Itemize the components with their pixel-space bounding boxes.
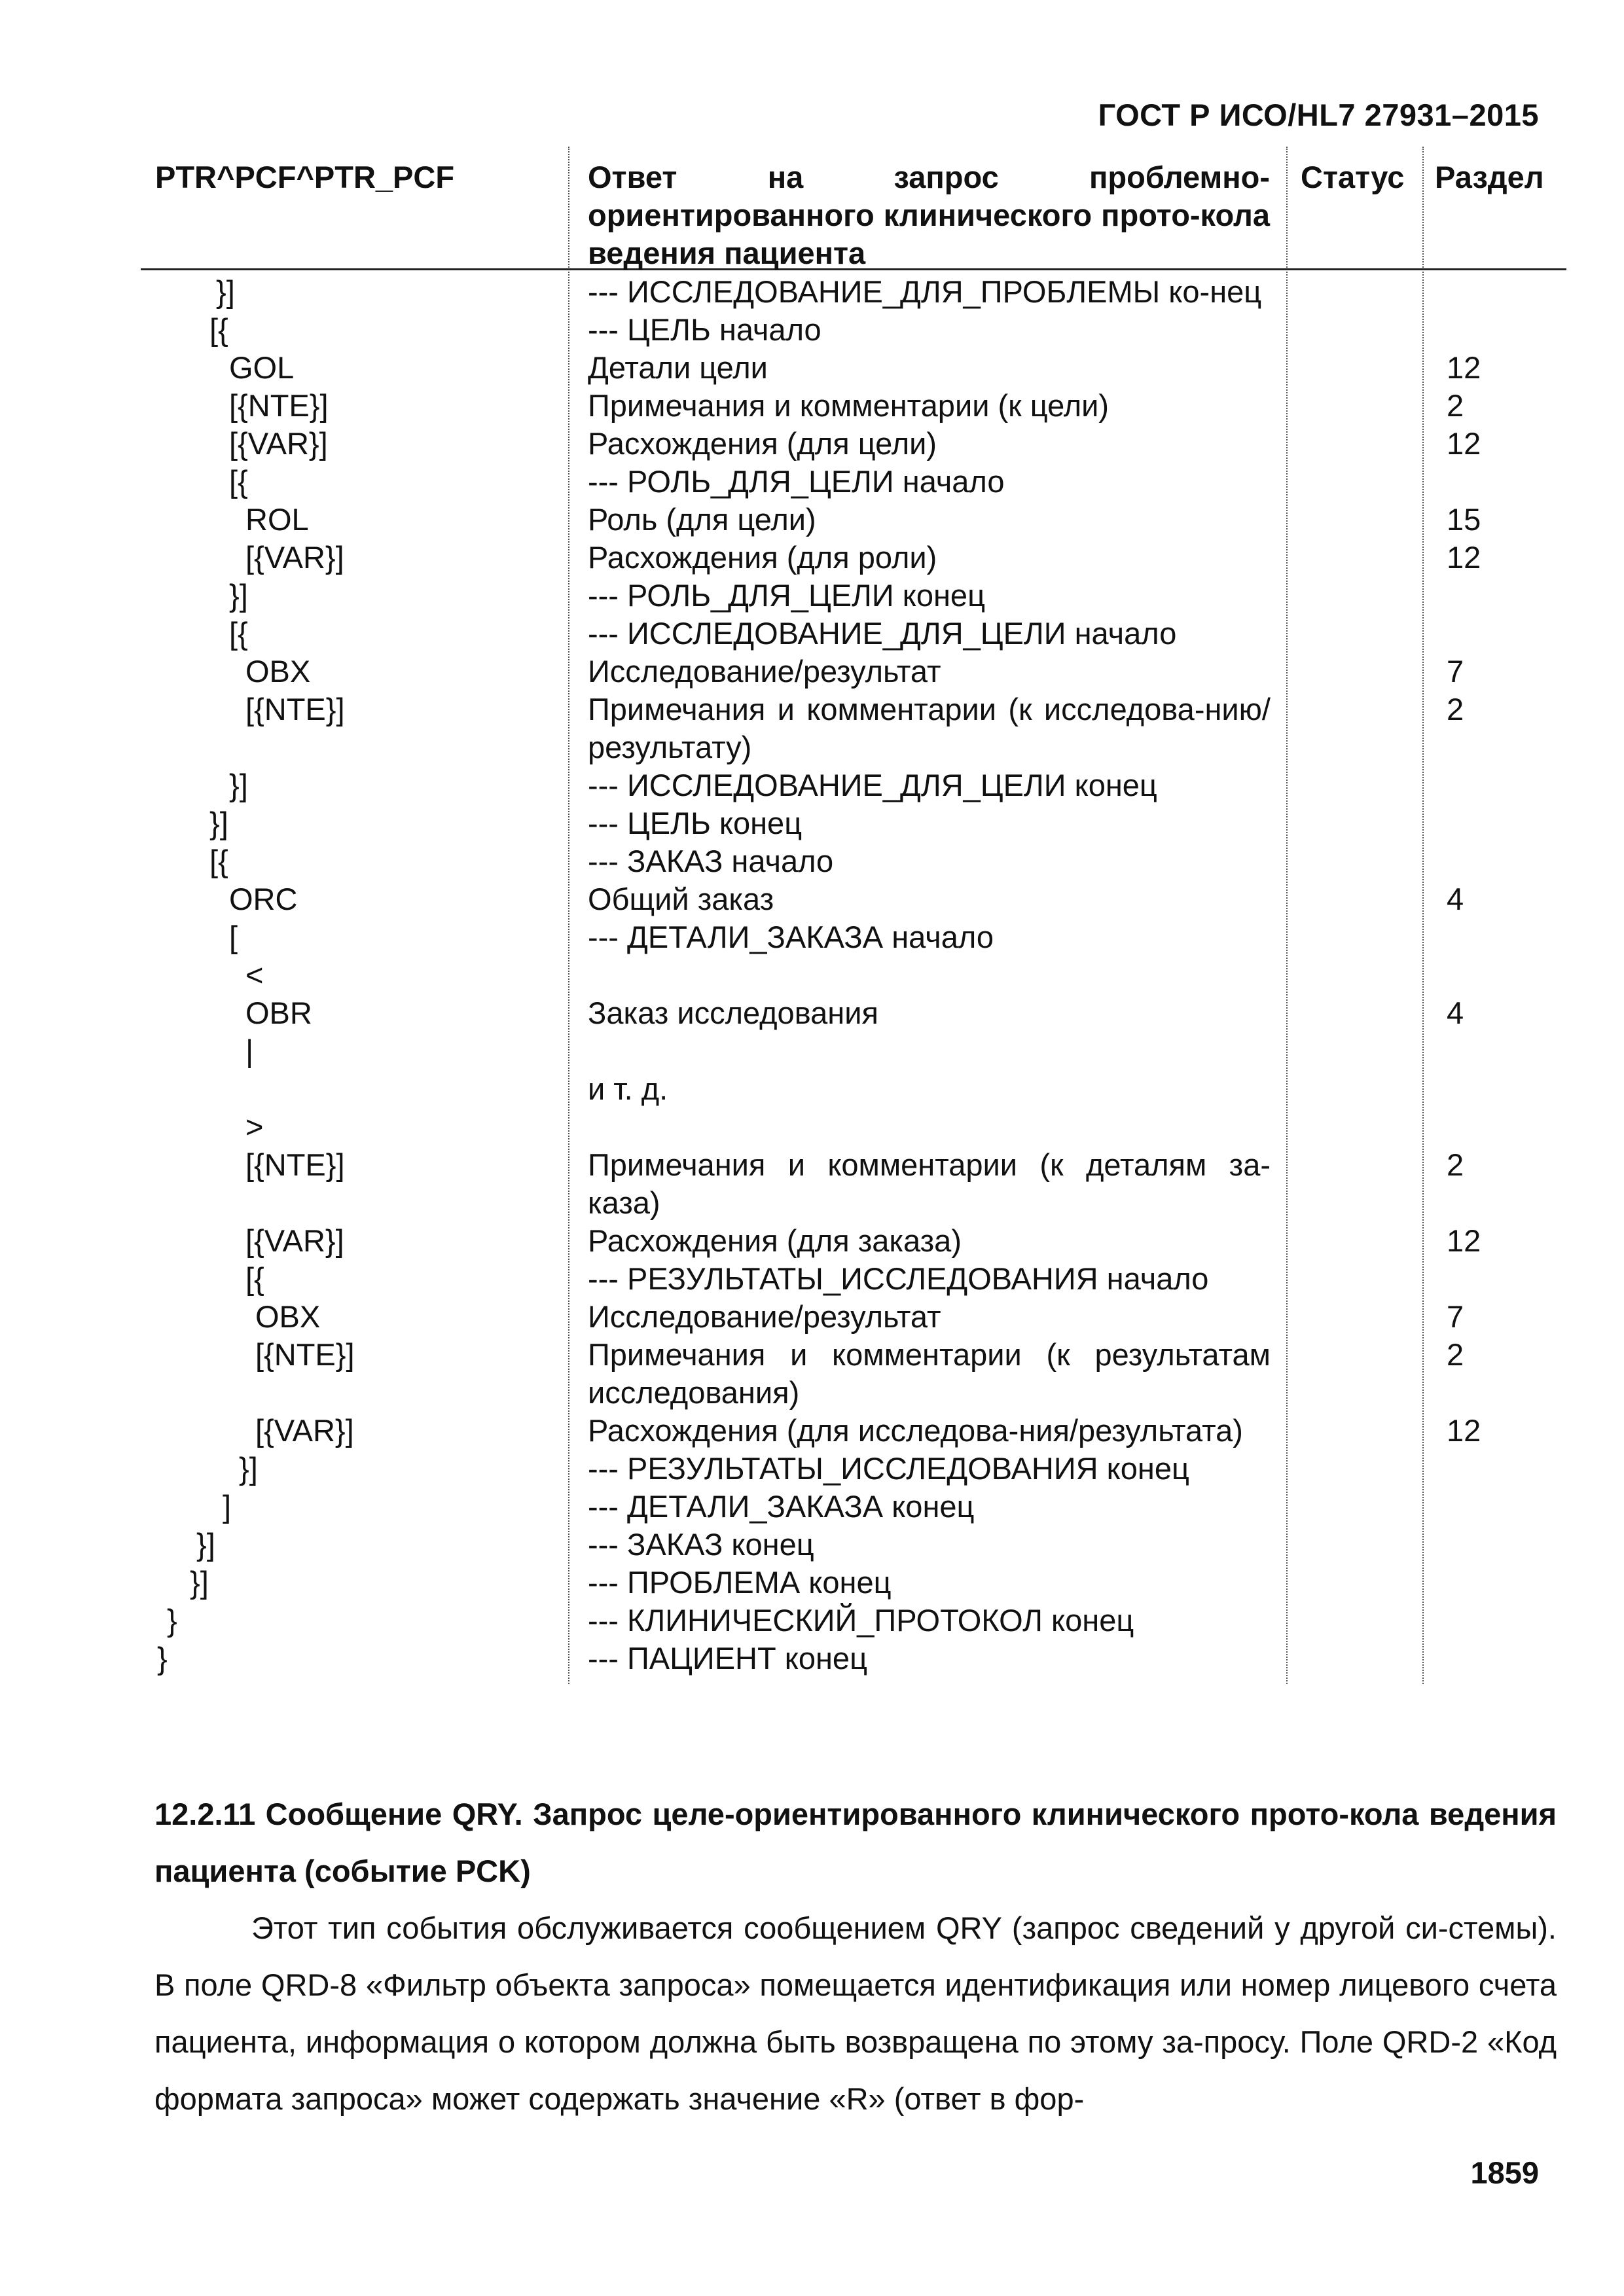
row-code: [ bbox=[229, 920, 238, 954]
table-row bbox=[141, 349, 1566, 387]
row-code: }] bbox=[229, 768, 248, 802]
table-row bbox=[141, 1336, 1566, 1412]
table-row bbox=[141, 1602, 1566, 1640]
row-section: 7 bbox=[1447, 654, 1464, 689]
row-code: }] bbox=[229, 578, 248, 613]
column-header-code: PTR^PCF^PTR_PCF bbox=[155, 160, 455, 194]
row-code: OBR bbox=[245, 996, 312, 1030]
row-section: 12 bbox=[1447, 1413, 1481, 1448]
row-section: 15 bbox=[1447, 502, 1481, 537]
row-description: Примечания и комментарии (к цели) bbox=[588, 388, 1110, 423]
row-code: [{NTE}] bbox=[229, 388, 329, 423]
row-code: GOL bbox=[229, 350, 295, 385]
table-row bbox=[141, 1222, 1566, 1260]
table-row bbox=[141, 804, 1566, 842]
table-row bbox=[141, 918, 1566, 956]
row-description: --- КЛИНИЧЕСКИЙ_ПРОТОКОЛ конец bbox=[588, 1603, 1134, 1638]
table-row bbox=[141, 691, 1566, 766]
row-description: --- РОЛЬ_ДЛЯ_ЦЕЛИ конец bbox=[588, 578, 985, 613]
row-description: --- ИССЛЕДОВАНИЕ_ДЛЯ_ПРОБЛЕМЫ ко-нец bbox=[588, 274, 1262, 309]
row-code: }] bbox=[196, 1527, 215, 1562]
row-description bbox=[588, 1108, 1271, 1146]
table-row bbox=[141, 539, 1566, 577]
table-row bbox=[141, 1640, 1566, 1677]
row-code: }] bbox=[216, 274, 235, 309]
row-code: [{ bbox=[229, 464, 248, 499]
table-row bbox=[141, 501, 1566, 539]
row-description: Примечания и комментарии (к результатам исследования) bbox=[588, 1337, 1271, 1410]
table-row bbox=[141, 1108, 1566, 1146]
row-code: ORC bbox=[229, 882, 298, 916]
table-row bbox=[141, 1146, 1566, 1222]
row-code: ] bbox=[223, 1489, 232, 1524]
row-code: [{ bbox=[245, 1261, 264, 1296]
page-number: 1859 bbox=[1470, 2155, 1539, 2190]
table-row bbox=[141, 1298, 1566, 1336]
table-header bbox=[141, 147, 1566, 270]
table-row bbox=[141, 577, 1566, 615]
table-row bbox=[141, 615, 1566, 653]
column-header-status: Статус bbox=[1301, 160, 1405, 194]
row-section: 4 bbox=[1447, 996, 1464, 1030]
row-description: --- ДЕТАЛИ_ЗАКАЗА конец bbox=[588, 1489, 975, 1524]
row-description: Примечания и комментарии (к исследова-нию/результату) bbox=[588, 692, 1271, 764]
row-section: 2 bbox=[1447, 692, 1464, 726]
row-code: }] bbox=[190, 1565, 209, 1600]
row-description: Исследование/результат bbox=[588, 654, 941, 689]
document-standard-header: ГОСТ Р ИСО/HL7 27931–2015 bbox=[1098, 98, 1539, 132]
table-row bbox=[141, 1564, 1566, 1602]
row-description: Общий заказ bbox=[588, 882, 774, 916]
row-description: --- ИССЛЕДОВАНИЕ_ДЛЯ_ЦЕЛИ конец bbox=[588, 768, 1157, 802]
row-code: } bbox=[167, 1603, 177, 1638]
row-description: Исследование/результат bbox=[588, 1299, 941, 1334]
row-description: --- ПАЦИЕНТ конец bbox=[588, 1641, 867, 1676]
table-row bbox=[141, 273, 1566, 311]
row-section: 2 bbox=[1447, 1337, 1464, 1372]
row-description: Заказ исследования bbox=[588, 996, 878, 1030]
row-code: ROL bbox=[245, 502, 309, 537]
row-description: --- ЗАКАЗ конец bbox=[588, 1527, 814, 1562]
row-code: [{ bbox=[209, 844, 228, 878]
row-code: [{VAR}] bbox=[245, 1223, 344, 1258]
table-row bbox=[141, 1032, 1566, 1070]
row-description: Детали цели bbox=[588, 350, 768, 385]
row-section: 12 bbox=[1447, 1223, 1481, 1258]
row-description bbox=[588, 1032, 1271, 1070]
row-section: 12 bbox=[1447, 350, 1481, 385]
section-12-2-11 bbox=[154, 1785, 1557, 2127]
row-code: }] bbox=[209, 806, 228, 840]
row-description: --- ЗАКАЗ начало bbox=[588, 844, 834, 878]
row-section: 12 bbox=[1447, 540, 1481, 575]
row-code: OBX bbox=[255, 1299, 321, 1334]
table-row bbox=[141, 842, 1566, 880]
table-row bbox=[141, 1450, 1566, 1488]
row-code: [{VAR}] bbox=[229, 426, 328, 461]
section-heading: 12.2.11 Сообщение QRY. Запрос целе-ориентированного клинического прото-кола ведения пациента (событие PCK) bbox=[154, 1797, 1557, 1888]
table-row bbox=[141, 1260, 1566, 1298]
row-section: 12 bbox=[1447, 426, 1481, 461]
row-description: Расхождения (для исследова-ния/результата) bbox=[588, 1413, 1243, 1448]
row-description: Примечания и комментарии (к деталям за-каза) bbox=[588, 1147, 1271, 1220]
row-code: [{NTE}] bbox=[245, 1147, 345, 1182]
column-header-description: Ответ на запрос проблемно-ориентированного клинического прото-кола ведения пациента bbox=[588, 160, 1270, 270]
column-header-section: Раздел bbox=[1435, 160, 1544, 194]
table-body bbox=[141, 270, 1566, 1684]
table-row bbox=[141, 766, 1566, 804]
row-section: 2 bbox=[1447, 1147, 1464, 1182]
row-section: 4 bbox=[1447, 882, 1464, 916]
table-row bbox=[141, 463, 1566, 501]
row-code: [{ bbox=[229, 616, 248, 651]
row-description bbox=[588, 956, 1271, 994]
row-code: [{VAR}] bbox=[245, 540, 344, 575]
row-code: > bbox=[245, 1109, 264, 1144]
row-description: Роль (для цели) bbox=[588, 502, 816, 537]
table-row bbox=[141, 1070, 1566, 1108]
row-section: 2 bbox=[1447, 388, 1464, 423]
row-code: OBX bbox=[245, 654, 311, 689]
table-row bbox=[141, 1526, 1566, 1564]
row-code: | bbox=[245, 1033, 254, 1068]
row-description: Расхождения (для цели) bbox=[588, 426, 937, 461]
row-description: Расхождения (для заказа) bbox=[588, 1223, 962, 1258]
row-description: --- ЦЕЛЬ конец bbox=[588, 806, 803, 840]
section-paragraph: Этот тип события обслуживается сообщением QRY (запрос сведений у другой си-стемы). В поле QRD-8 «Фильтр объекта запроса» помещается идентификация или номер лицевого счета пациента, информация о котором должна быть возвращена по этому за-просу. Поле QRD-2 «Код формата запроса» может содержать значение «R» (ответ в фор- bbox=[154, 1910, 1557, 2116]
message-structure-table bbox=[141, 147, 1566, 1684]
row-description: Расхождения (для роли) bbox=[588, 540, 937, 575]
row-description: --- ЦЕЛЬ начало bbox=[588, 312, 821, 347]
row-code: [{VAR}] bbox=[255, 1413, 354, 1448]
row-description: --- ДЕТАЛИ_ЗАКАЗА начало bbox=[588, 920, 994, 954]
row-description: --- ПРОБЛЕМА конец bbox=[588, 1565, 892, 1600]
row-code: < bbox=[245, 958, 264, 992]
table-row bbox=[141, 653, 1566, 691]
table-row bbox=[141, 425, 1566, 463]
table-row bbox=[141, 994, 1566, 1032]
row-description: --- РЕЗУЛЬТАТЫ_ИССЛЕДОВАНИЯ конец bbox=[588, 1451, 1189, 1486]
table-row bbox=[141, 880, 1566, 918]
table-row bbox=[141, 1488, 1566, 1526]
row-code: } bbox=[157, 1641, 168, 1676]
row-description: --- РЕЗУЛЬТАТЫ_ИССЛЕДОВАНИЯ начало bbox=[588, 1261, 1209, 1296]
row-description: --- ИССЛЕДОВАНИЕ_ДЛЯ_ЦЕЛИ начало bbox=[588, 616, 1177, 651]
row-description: и т. д. bbox=[588, 1071, 668, 1106]
row-code: [{NTE}] bbox=[255, 1337, 355, 1372]
table-row bbox=[141, 956, 1566, 994]
row-code: [{ bbox=[209, 312, 228, 347]
row-section: 7 bbox=[1447, 1299, 1464, 1334]
table-row bbox=[141, 311, 1566, 349]
table-row bbox=[141, 1412, 1566, 1450]
row-code: [{NTE}] bbox=[245, 692, 345, 726]
table-row bbox=[141, 387, 1566, 425]
row-code: }] bbox=[239, 1451, 258, 1486]
row-description: --- РОЛЬ_ДЛЯ_ЦЕЛИ начало bbox=[588, 464, 1005, 499]
